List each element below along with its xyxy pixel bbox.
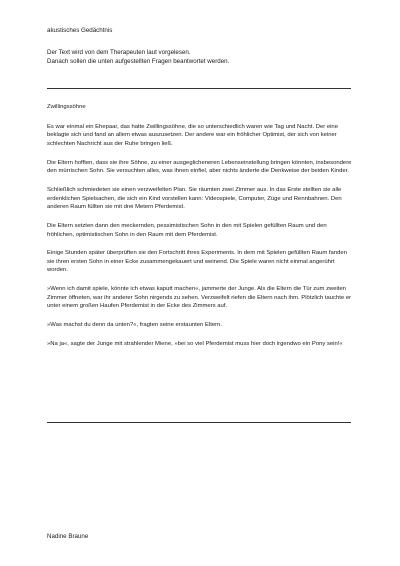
instruction-line: Danach sollen die unten aufgestellten Fragen beantwortet werden.	[47, 58, 230, 66]
story-paragraph: Die Eltern setzten dann den meckernden, pessimistischen Sohn in den mit Spielen gefüllten Raum und den fröhlichen, optimistischen Sohn in den Raum mit dem Pferdemist.	[47, 222, 327, 238]
story-paragraph: Die Eltern hofften, dass sie ihre Söhne, zu einer ausgeglicheneren Lebenseinstellung bringen könnten, insbesondere den mürrischen Sohn. Sie versuchten alles, was ihnen einfiel, aber nichts änderte die Denkweise der beiden Kinder.	[47, 159, 352, 175]
story-paragraph: »Was machst du denn da unten?«, fragten seine erstaunten Eltern.	[47, 322, 222, 329]
instruction-line: Der Text wird von dem Therapeuten laut vorgelesen.	[47, 49, 191, 56]
document-header: akustisches Gedächtnis	[47, 27, 113, 34]
story-section	[47, 103, 355, 359]
story-paragraph: Es war einmal ein Ehepaar, das hatte Zwillingssöhne, die so unterschiedlich waren wie Tag und Nacht. Der eine beklagte sich und fand an allem etwas auszusetzen. Der andere war ein fröhlicher Optimist, der sich von keiner schlechten Nachricht aus der Ruhe bringen ließ.	[47, 123, 338, 147]
author-name: Nadine Braune	[47, 533, 89, 540]
story-paragraph: »Na ja«, sagte der Junge mit strahlender Miene, »bei so viel Pferdemist muss hier doch irgendwo ein Pony sein!«	[47, 341, 343, 347]
divider-bottom	[47, 422, 351, 423]
story-paragraph: Einige Stunden später überprüften sie den Fortschritt ihres Experiments. In dem mit Spielen gefüllten Raum fanden sie ihren ersten Sohn in einer Ecke zusammengekauert und weinend. Die Spiele waren nicht einmal angerührt worden.	[47, 250, 347, 274]
story-title: Zwillingssöhne	[47, 104, 86, 110]
instructions	[47, 48, 357, 67]
story-paragraph: »Wenn ich damit spiele, könnte ich etwas kaputt machen«, jammerte der Junge. Als die Eltern die Tür zum zweiten Zimmer öffneten, war ihr anderer Sohn nirgends zu sehen. Verzweifelt riefen die Eltern nach ihm. Plötzlich tauchte er unter einem großen Haufen Pferdemist in der Ecke des Zimmers auf.	[47, 286, 352, 310]
story-paragraph: Schließlich schmiedeten sie einen verzweifelten Plan. Sie räumten zwei Zimmer aus. In das Erste stellten sie alle erdenklichen Spielsachen, die sich ein Kind vorstellen kann: Videospiele, Computer, Züge und Rennbahnen. Den anderen Raum füllten sie mit drei Metern Pferdemist.	[47, 186, 342, 211]
divider-top	[47, 88, 351, 89]
